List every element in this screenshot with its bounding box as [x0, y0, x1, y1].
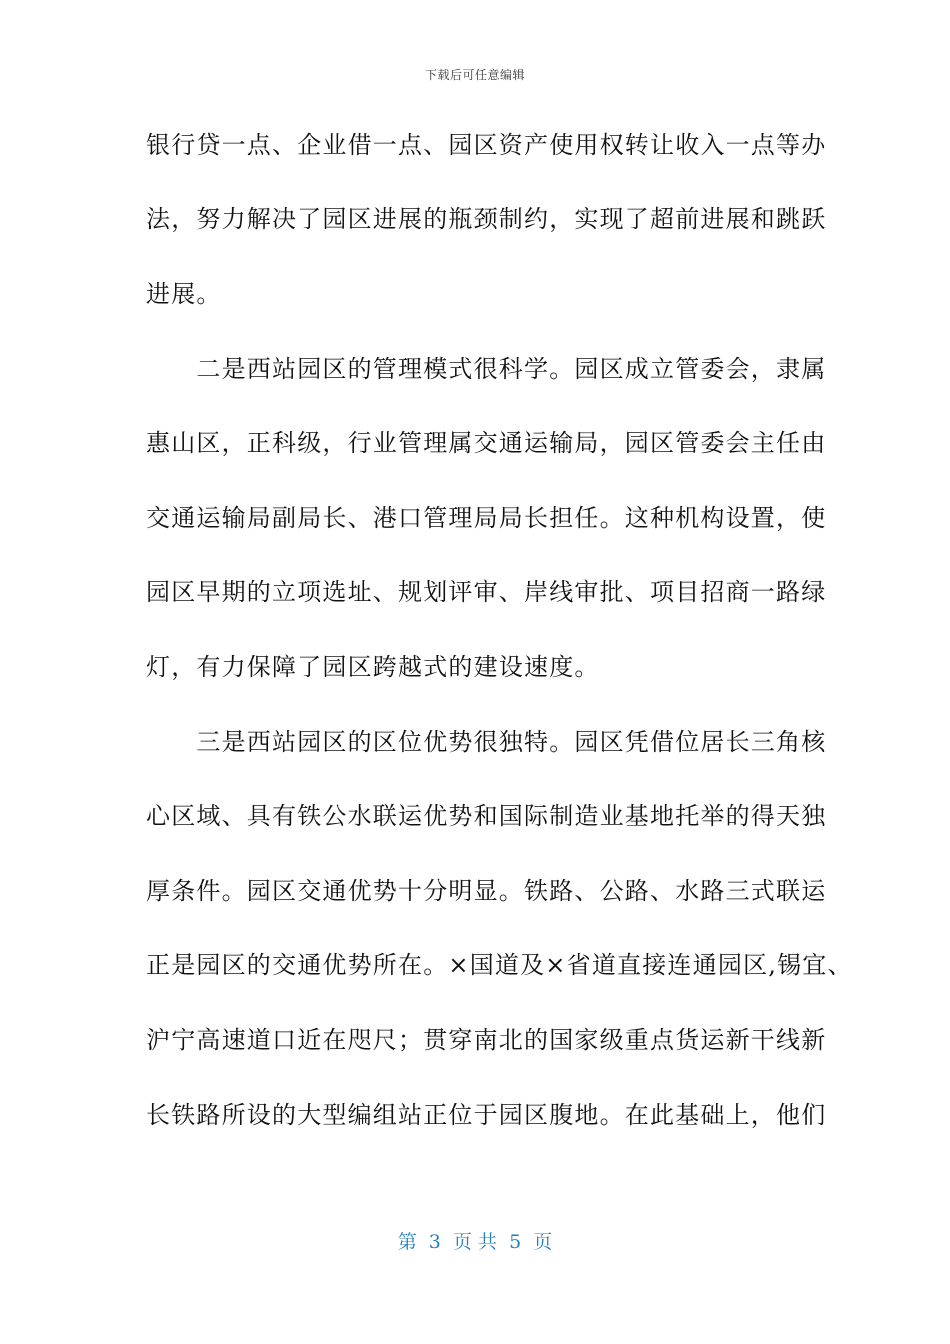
body-line: 惠山区，正科级，行业管理属交通运输局，园区管委会主任由 — [146, 429, 827, 457]
page-number-footer: 第 3 页 共 5 页 — [397, 1231, 553, 1253]
body-line: 灯，有力保障了园区跨越式的建设速度。 — [146, 653, 600, 681]
body-line: 三是西站园区的区位优势很独特。园区凭借位居长三角核 — [146, 728, 827, 756]
body-line: 银行贷一点、企业借一点、园区资产使用权转让收入一点等办 — [146, 131, 827, 159]
body-line: 二是西站园区的管理模式很科学。园区成立管委会，隶属 — [146, 355, 827, 383]
body-line: 沪宁高速道口近在咫尺；贯穿南北的国家级重点货运新干线新 — [146, 1026, 827, 1054]
body-line: 长铁路所设的大型编组站正位于园区腹地。在此基础上，他们 — [146, 1101, 827, 1129]
body-line: 交通运输局副局长、港口管理局局长担任。这种机构设置，使 — [146, 504, 827, 532]
body-line: 进展。 — [146, 280, 222, 308]
body-line: 厚条件。园区交通优势十分明显。铁路、公路、水路三式联运 — [146, 877, 827, 905]
body-line: 园区早期的立项选址、规划评审、岸线审批、项目招商一路绿 — [146, 578, 827, 606]
body-line: 法，努力解决了园区进展的瓶颈制约，实现了超前进展和跳跃 — [146, 205, 827, 233]
body-line: 正是园区的交通优势所在。×国道及×省道直接连通园区,锡宜、 — [146, 951, 853, 979]
body-line: 心区域、具有铁公水联运优势和国际制造业基地托举的得天独 — [146, 802, 827, 830]
page-header: 下载后可任意编辑 — [424, 68, 525, 82]
